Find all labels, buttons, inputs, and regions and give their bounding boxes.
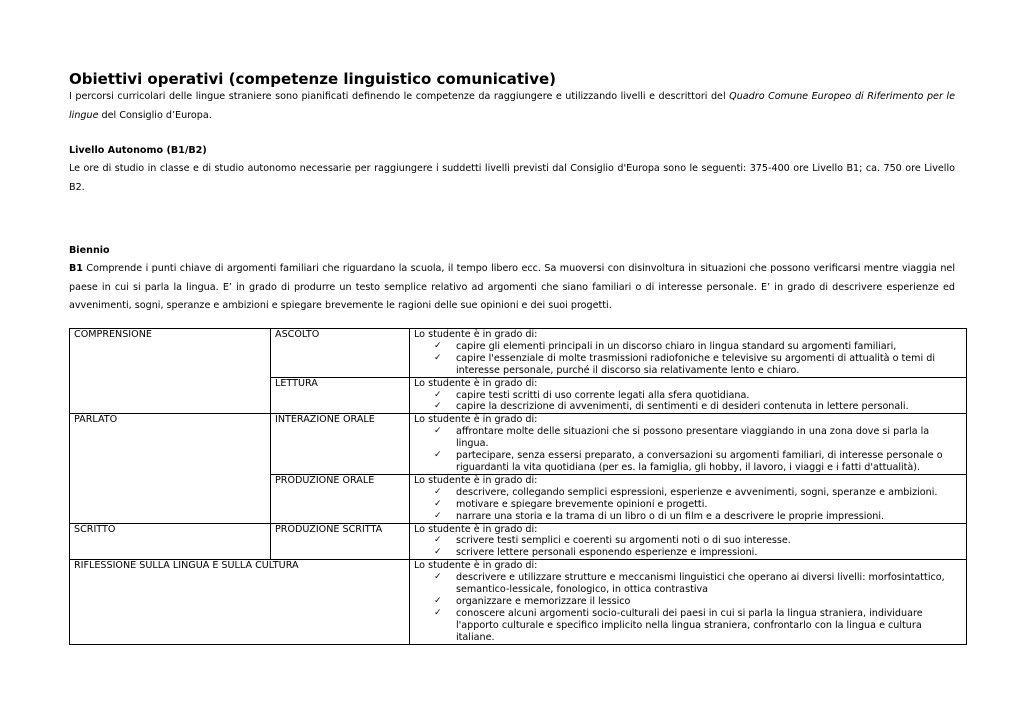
descriptor-text: motivare e spiegare brevemente opinioni e progetti. bbox=[456, 498, 708, 510]
descriptor-item bbox=[414, 341, 962, 353]
descriptor-item bbox=[414, 390, 962, 402]
descriptor-item bbox=[414, 499, 962, 511]
descriptor-text: scrivere lettere personali esponendo esperienze e impressioni. bbox=[456, 547, 758, 559]
descriptor-text: partecipare, senza essersi preparato, a conversazioni su argomenti familiari, di interesse personale o riguardanti la vita quotidiana (per es. la famiglia, gli hobby, il lavoro, i viaggi e i fatti d'attualità). bbox=[456, 450, 943, 473]
document-page bbox=[69, 70, 955, 316]
descriptor-intro: Lo studente è in grado di: bbox=[414, 474, 538, 486]
descriptor-text: conoscere alcuni argomenti socio-culturali dei paesi in cui si parla la lingua straniera, individuare l'apporto culturale e specifico implicito nella lingua straniera, confrontarlo con la lingua e cultura italiane. bbox=[456, 607, 923, 643]
b1-paragraph bbox=[69, 260, 955, 316]
descriptor-item bbox=[414, 547, 962, 559]
intro-paragraph bbox=[69, 88, 955, 125]
check-icon: ✓ bbox=[434, 486, 442, 497]
descriptor-text: narrare una storia e la trama di un libro o di un film e a descrivere le proprie impressioni. bbox=[456, 510, 885, 522]
descriptor-item bbox=[414, 401, 962, 413]
descriptor-intro: Lo studente è in grado di: bbox=[414, 523, 538, 535]
produzione-orale-descriptors bbox=[410, 474, 967, 523]
table-row bbox=[70, 560, 967, 644]
riflessione-cell: RIFLESSIONE SULLA LINGUA E SULLA CULTURA bbox=[70, 560, 410, 644]
descriptor-item bbox=[414, 511, 962, 523]
interazione-descriptors bbox=[410, 414, 967, 475]
descriptor-item bbox=[414, 487, 962, 499]
descriptor-intro: Lo studente è in grado di: bbox=[414, 560, 538, 572]
b1-text: Comprende i punti chiave di argomenti familiari che riguardano la scuola, il tempo libero ecc. Sa muoversi con disinvoltura in situazioni che possono verificarsi mentre viaggia nel paese in cui si parla la lingua. E’ in grado di produrre un testo semplice relativo ad argomenti che siano familiari o di interesse personale. E’ in grado di descrivere esperienze ed avvenimenti, sogni, speranze e ambizioni e spiegare brevemente le ragioni delle sue opinioni e dei suoi progetti. bbox=[69, 263, 955, 311]
lettura-list bbox=[414, 390, 962, 414]
produzione-orale-list bbox=[414, 487, 962, 523]
produzione-scritta-list bbox=[414, 535, 962, 559]
descriptor-intro: Lo studente è in grado di: bbox=[414, 329, 538, 340]
descriptor-text: capire la descrizione di avvenimenti, di sentimenti e di desideri contenuta in lettere personali. bbox=[456, 401, 909, 413]
comprensione-cell: COMPRENSIONE bbox=[70, 329, 271, 414]
b1-label: B1 bbox=[69, 263, 83, 274]
riflessione-list bbox=[414, 572, 962, 643]
descriptor-intro: Lo studente è in grado di: bbox=[414, 414, 538, 426]
interazione-list bbox=[414, 426, 962, 474]
descriptor-item bbox=[414, 596, 962, 608]
table-row bbox=[70, 523, 967, 560]
ascolto-descriptors bbox=[410, 329, 967, 378]
lettura-cell: LETTURA bbox=[271, 377, 410, 414]
intro-text-2: del Consiglio d’Europa. bbox=[98, 109, 212, 121]
check-icon: ✓ bbox=[434, 498, 442, 509]
descriptor-text: organizzare e memorizzare il lessico bbox=[456, 595, 631, 607]
biennio-heading: Biennio bbox=[69, 245, 110, 256]
table-row bbox=[70, 329, 967, 378]
descriptor-text: descrivere, collegando semplici espressioni, esperienze e avvenimenti, sogni, speranze e ambizioni. bbox=[456, 486, 938, 498]
check-icon: ✓ bbox=[434, 352, 442, 363]
livello-heading: Livello Autonomo (B1/B2) bbox=[69, 145, 207, 156]
descriptor-item bbox=[414, 572, 962, 596]
check-icon: ✓ bbox=[434, 595, 442, 606]
descriptor-item bbox=[414, 426, 962, 450]
ascolto-cell: ASCOLTO bbox=[271, 329, 410, 378]
livello-paragraph: Le ore di studio in classe e di studio autonomo necessarie per raggiungere i suddetti livelli previsti dal Consiglio d'Europa sono le seguenti: 375-400 ore Livello B1; ca. 750 ore Livello B2. bbox=[69, 163, 955, 193]
lettura-descriptors bbox=[410, 377, 967, 414]
descriptor-intro: Lo studente è in grado di: bbox=[414, 377, 538, 389]
descriptor-text: affrontare molte delle situazioni che si possono presentare viaggiando in una zona dove si parla la lingua. bbox=[456, 426, 930, 450]
check-icon: ✓ bbox=[434, 510, 442, 521]
competenze-table bbox=[69, 328, 967, 645]
descriptor-text: capire testi scritti di uso corrente legati alla sfera quotidiana. bbox=[456, 389, 750, 401]
produzione-orale-cell: PRODUZIONE ORALE bbox=[271, 474, 410, 523]
descriptor-item bbox=[414, 353, 962, 377]
check-icon: ✓ bbox=[434, 535, 442, 546]
descriptor-text: capire l'essenziale di molte trasmissioni radiofoniche e televisive su argomenti di attualità o temi di interesse personale, purché il discorso sia relativamente lento e chiaro. bbox=[456, 352, 935, 376]
table-row bbox=[70, 414, 967, 475]
descriptor-item bbox=[414, 450, 962, 474]
riflessione-descriptors bbox=[410, 560, 967, 644]
produzione-scritta-descriptors bbox=[410, 523, 967, 560]
intro-italic-text: Quadro Comune Europeo di Riferimento per le lingue bbox=[69, 91, 955, 121]
descriptor-item bbox=[414, 535, 962, 547]
ascolto-list bbox=[414, 341, 962, 377]
check-icon: ✓ bbox=[434, 426, 442, 437]
check-icon: ✓ bbox=[434, 547, 442, 558]
scritto-cell: SCRITTO bbox=[70, 523, 271, 560]
check-icon: ✓ bbox=[434, 450, 442, 461]
descriptor-text: descrivere e utilizzare strutture e meccanismi linguistici che operano ai diversi livelli: morfosintattico, semantico-lessicale, fonologico, in ottica contrastiva bbox=[456, 572, 945, 596]
check-icon: ✓ bbox=[434, 340, 442, 351]
check-icon: ✓ bbox=[434, 401, 442, 412]
interazione-cell: INTERAZIONE ORALE bbox=[271, 414, 410, 475]
descriptor-text: capire gli elementi principali in un discorso chiaro in lingua standard su argomenti familiari, bbox=[456, 340, 897, 352]
descriptor-text: scrivere testi semplici e coerenti su argomenti noti o di suo interesse. bbox=[456, 535, 791, 547]
check-icon: ✓ bbox=[434, 389, 442, 400]
produzione-scritta-cell: PRODUZIONE SCRITTA bbox=[271, 523, 410, 560]
parlato-cell: PARLATO bbox=[70, 414, 271, 523]
descriptor-item bbox=[414, 608, 962, 644]
check-icon: ✓ bbox=[434, 572, 442, 583]
intro-text-1: I percorsi curricolari delle lingue straniere sono pianificati definendo le competenze da raggiungere e utilizzando livelli e descrittori del bbox=[69, 91, 730, 102]
page-title: Obiettivi operativi (competenze linguistico comunicative) bbox=[69, 70, 556, 88]
check-icon: ✓ bbox=[434, 607, 442, 618]
